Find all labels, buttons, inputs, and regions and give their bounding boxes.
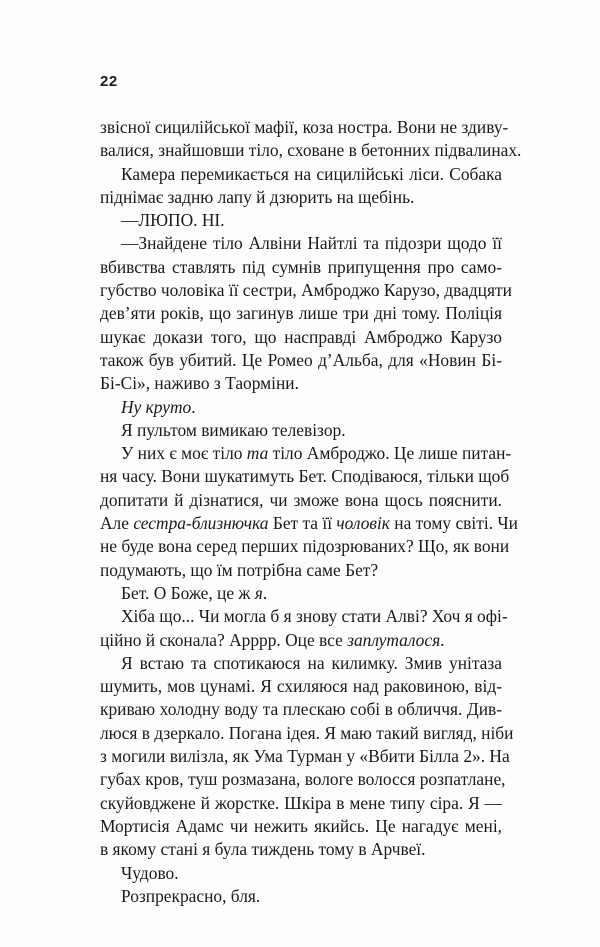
text-line — [100, 885, 502, 908]
text-line — [100, 186, 502, 209]
text-segment: не буде вона серед перших підозрюваних? Що, як вони — [100, 536, 510, 557]
text-line — [100, 862, 502, 885]
text-segment: —Знайдене тіло Алвіни Найтлі та підозри щодо її — [121, 233, 502, 254]
text-segment: також був убитий. Це Ромео д’Альба, для «Новин Бі- — [100, 349, 502, 370]
text-line — [100, 256, 502, 279]
text-segment: У них є моє тіло — [121, 443, 247, 464]
text-line — [100, 652, 502, 675]
text-segment: Камера перемикається на сицилійські ліси. Собака — [121, 163, 502, 184]
text-line — [100, 116, 509, 139]
text-line — [100, 396, 502, 419]
text-segment: допитати й дізнатися, чи зможе вона щось пояснити. — [100, 489, 502, 510]
text-line — [100, 372, 502, 395]
text-line — [100, 745, 510, 768]
italic-text: я — [254, 582, 263, 603]
text-segment: тіло Амброджо. Це лише питан- — [268, 443, 512, 464]
text-line — [100, 419, 502, 442]
text-segment: . — [262, 582, 268, 603]
text-segment: Чудово. — [121, 862, 179, 883]
text-segment: . — [440, 629, 445, 650]
text-segment: люся в дзеркало. Погана ідея. Я маю такий вигляд, ніби — [100, 722, 514, 743]
text-line — [100, 582, 502, 605]
text-segment: з могили вилізла, як Ума Турман у «Вбити Білла 2». На — [100, 746, 510, 767]
text-line — [100, 326, 502, 349]
italic-text: сестра-близнючка — [133, 513, 269, 534]
text-line — [100, 349, 502, 372]
text-segment: подумають, що їм потрібна саме Бет? — [100, 559, 379, 580]
text-line — [100, 535, 510, 558]
text-segment: ня часу. Вони шукатимуть Бет. Сподіваюся, тільки щоб — [100, 466, 510, 487]
text-segment: Я встаю та спотикаюся на килимку. Змив унітаза — [121, 652, 502, 673]
text-segment: Я пультом вимикаю телевізор. — [121, 419, 346, 440]
body-text — [100, 116, 522, 908]
text-line — [100, 768, 506, 791]
text-line — [100, 792, 502, 815]
text-line — [100, 815, 502, 838]
text-segment: Бі-Сі», наживо з Таорміни. — [100, 373, 299, 394]
text-line — [100, 512, 518, 535]
text-segment: Але — [100, 513, 134, 534]
text-segment: губство чоловіка її сестри, Амброджо Карузо, двадцяти — [100, 280, 512, 301]
text-segment: Бет. О Боже, це ж — [121, 582, 255, 603]
text-segment: звісної сицилійської мафії, коза ностра. Вони не здиву- — [100, 117, 509, 137]
text-segment: вбивства ставлять під сумнів припущення про само- — [100, 256, 502, 277]
text-line — [100, 605, 508, 628]
text-line — [100, 163, 502, 186]
text-segment: Хіба що... Чи могла б я знову стати Алві? Хоч я офі- — [121, 606, 508, 627]
text-line — [100, 489, 502, 512]
text-line — [100, 698, 502, 721]
text-line — [100, 279, 512, 302]
text-line — [100, 302, 502, 325]
text-segment: Розпрекрасно, бля. — [121, 885, 261, 906]
text-line — [100, 675, 502, 698]
text-line — [100, 629, 502, 652]
text-line — [100, 139, 522, 162]
text-segment: скуйовджене й жорстке. Шкіра в мене типу сіра. Я — — [100, 792, 502, 813]
text-segment: . — [191, 396, 196, 417]
text-segment: валися, знайшовши тіло, сховане в бетонних підвалинах. — [100, 140, 522, 161]
text-segment: Мортисія Адамс чи нежить якийсь. Це нагадує мені, — [100, 815, 502, 836]
text-line — [100, 442, 512, 465]
italic-text: заплуталося — [347, 629, 441, 650]
text-line — [100, 838, 502, 861]
text-segment: в якому стані я була тиждень тому в Арчвеї. — [100, 839, 426, 860]
text-segment: криваю холодну воду та плескаю собі в обличчя. Див- — [100, 699, 502, 720]
text-line — [100, 559, 502, 582]
italic-text: та — [246, 443, 269, 464]
text-segment: піднімає задню лапу й дзюрить на щебінь. — [100, 186, 415, 207]
text-segment: шумить, мов цунамі. Я схиляюся над раковиною, від- — [100, 676, 502, 697]
italic-text: чоловік — [336, 513, 390, 534]
text-segment: шукає докази того, що насправді Амброджо Карузо — [100, 326, 502, 347]
text-segment: губах кров, туш розмазана, вологе волосся розпатлане, — [100, 769, 506, 790]
italic-text: Ну круто — [121, 396, 192, 417]
page-number: 22 — [100, 73, 118, 90]
text-segment: дев’яти років, що загинув лише три дні тому. Поліція — [100, 303, 502, 324]
text-segment: Бет та її — [268, 513, 337, 534]
text-line — [100, 465, 510, 488]
text-line — [100, 722, 514, 745]
text-segment: —ЛЮПО. НІ. — [121, 210, 225, 231]
text-line — [100, 232, 502, 255]
text-segment: ційно й сконала? Арррр. Оце все — [100, 629, 348, 650]
text-segment: на тому світі. Чи — [389, 513, 518, 534]
text-line — [100, 209, 502, 232]
